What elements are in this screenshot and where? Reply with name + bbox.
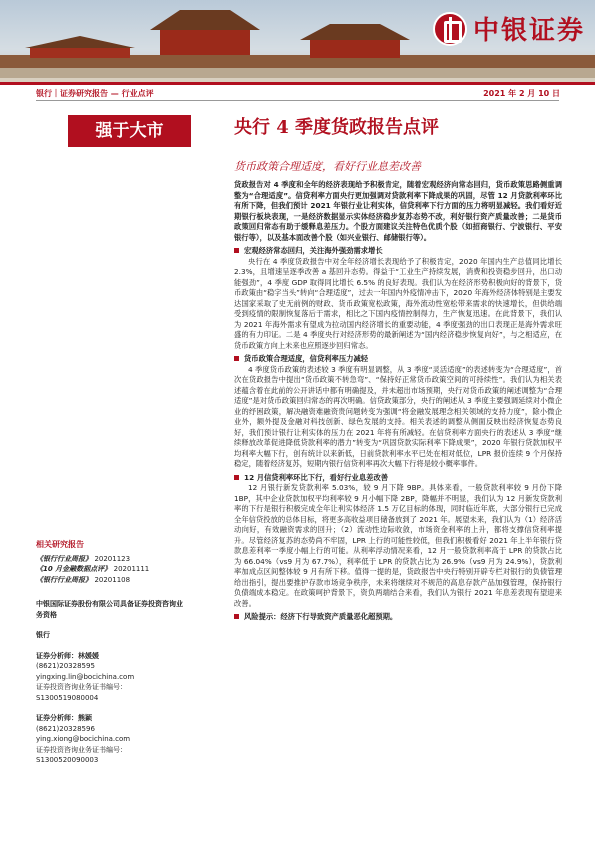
report-body bbox=[234, 180, 562, 623]
bullet-heading: 货币政策合理适度，信贷利率压力减轻 bbox=[234, 354, 562, 365]
bullet-body: 央行在 4 季度货政报告中对全年经济增长表现给予了积极肯定，2020 年国内生产总值同比增长 2.3%，且增速呈逐季改善 a 基回升态势。得益于“工业生产持续发展，消费和投资稳步回升，出口动能强劲”，4 季度 GDP 取得同比增长 6.5% 的良好表现。我们认为在经济形势积极向好的背景下，货币政策由“稳字当头”转向“合理适度”，过去一年国内外疫情冲击下，2020 年海外经济体特别是主要发达国家采取了史无前例的财政、货币政策宽松政策，海外流动性宽松带来需求的快速增长，但供给端受到疫情的限制恢复落后于需求，相比之下国内疫情控制得力，生产恢复迅速。在此背景下，我们认为 2021 年海外需求有望成为拉动国内经济增长的重要动能，4 季度强劲的出口表现正是海外需求旺盛的有力印证。二是 4 季度央行对经济形势的最新阐述为“国内经济稳步恢复向好”，与之相适应，在货币政策方向上未来也应照逐步回归常态。 bbox=[234, 256, 562, 350]
divider bbox=[36, 100, 559, 101]
brand-logo bbox=[433, 10, 585, 47]
related-report-title: 《银行行业周报》 bbox=[36, 575, 92, 584]
sub-header bbox=[0, 85, 595, 100]
related-report[interactable] bbox=[36, 575, 184, 586]
company-statement: 中银国际证券股份有限公司具备证券投资咨询业务资格 bbox=[36, 600, 183, 619]
analyst-role: 证券分析师： bbox=[36, 651, 78, 660]
breadcrumb: 银行｜证券研究报告 — 行业点评 bbox=[36, 89, 154, 98]
report-date: 2021 年 2 月 10 日 bbox=[483, 89, 560, 98]
analyst-role: 证券分析师： bbox=[36, 714, 78, 722]
related-report-date: 20201123 bbox=[94, 554, 131, 563]
related-report-date: 20201111 bbox=[113, 565, 150, 573]
related-report[interactable] bbox=[36, 564, 184, 575]
risk-warning: 风险提示：经济下行导致资产质量恶化超预期。 bbox=[234, 612, 562, 623]
rating-badge: 强于大市 bbox=[68, 115, 191, 147]
analyst-phone: (8621)20328596 bbox=[36, 724, 95, 733]
related-report-title: 《10 月金融数据点评》 bbox=[36, 565, 112, 573]
analyst-email[interactable]: ying.xiong@bocichina.com bbox=[36, 735, 131, 743]
related-report-date: 20201108 bbox=[94, 575, 131, 584]
related-report-title: 《银行行业周报》 bbox=[36, 554, 92, 563]
analyst-card bbox=[36, 713, 184, 766]
analyst-name: 熊颖 bbox=[78, 714, 92, 722]
analyst-license: 证券投资咨询业务证书编号：S1300520090003 bbox=[36, 745, 127, 764]
sector-label: 银行 bbox=[36, 631, 50, 639]
related-reports-heading: 相关研究报告 bbox=[36, 540, 84, 549]
bullet-body: 12 月银行新发贷款利率 5.03%，较 9 月下降 9BP。具体来看，一般贷款利率较 9 月份下降 1BP，其中企业贷款加权平均利率较 9 月小幅下降 2BP，降幅并不明显，我们认为 12 月新发贷款利率的下行是银行积极完成全年让利实体经济 1.5 万亿目标的体现，同时临近年底，大部分银行已完成全年信贷投放的总体目标，将更多高收益项目储备放到了 2021 年。展望未来，我们认为（1）经济活动向好，有效融资需求的回升；（2）流动性边际收敛，市场资金利率的上升，都将支撑信贷利率提升。尽管经济复苏的态势尚不牢固，LPR 上行的可能性较低，但我们积极看好 2021 年上半年银行贷款息差利率一季度小幅上行的可能。从利率浮动情况来看，12 月一般贷款利率高于 LPR 的贷款占比为 66.04%（vs9 月为 67.7%），利率低于 LPR 的贷款占比为 26.9%（vs9 月为 24.9%），贷款利率加成点区间整体较 9 月有所下移。值得一提的是，货政报告中央行特别开辟专栏对银行的负债管理给出指引，提出要推护存款市场竞争秩序，未来将继续对不规范的高息存款产品加强管理，保持银行负债端成本稳定。在政策呵护背景下，资负两端结合来看，我们认为银行 2021 年息差表现有望迎来改善。 bbox=[234, 483, 562, 608]
bullet-body: 4 季度货币政策的表述较 3 季度有明显调整，从 3 季度“灵活适度”的表述转变为“合理适度”，首次在货政报告中提出“货币政策不转急弯”、“保持好正常货币政策空间的可持续性”。我们认为相关表述蕴含着在此前的公开讲话中都有明确提及，并未超出市场预期，央行对货币政策的阐述调整为“合理适度”是对货币政策回归常态的再次明确。信贷政策部分，央行的阐述从 3 季度主要强调延续对小微企业的纾困政策，解决融资难融资贵问题转变为强调“将金融发展理念相关领域的支持力度”，除小微企业外，额外提及金融对科技创新、绿色发展的支持。相关表述的调整从侧面反映出经济恢复态势良好，我们预计银行让利实体的压力在 2021 年将有所减轻。在信贷利率方面央行的表述从 3 季度“继续释放改革促进降低贷款利率的潜力”转变为“巩固贷款实际利率下降成果”，2020 年银行贷款加权平均利率大幅下行，创有统计以来新低，日前贷款利率水平已处在相对低位，LPR 报价连续 9 个月保持稳定，随着经济复苏，短期内银行信贷利率再次大幅下行将是较小概率事件。 bbox=[234, 364, 562, 468]
analyst-license: 证券投资咨询业务证书编号：S1300519080004 bbox=[36, 683, 127, 702]
related-report[interactable] bbox=[36, 554, 184, 565]
header-banner bbox=[0, 0, 595, 82]
brand-name: 中银证券 bbox=[472, 16, 585, 46]
page-subtitle: 货币政策合理适度，看好行业息差改善 bbox=[234, 160, 421, 173]
page-title: 央行 4 季度货政报告点评 bbox=[234, 117, 440, 138]
summary-paragraph: 货政报告对 4 季度和全年的经济表现给予积极肯定，随着宏观经济向常态回归，货币政策思路侧重调整为“合理适度”。信贷利率方面央行更加强调对贷款利率下降成果的巩固，尽管 12 月贷款利率环比有所下降，但我们预计 2021 年银行业让利实体，信贷利率下行方面的压力将明显减轻。我们看好近期银行板块表现，一是经济数据显示实体经济稳步复苏态势不改，利好银行资产质量改善；二是货币政策回归常态有助于缓释息差压力。个股方面建议关注特色优质个股（如招商银行、宁波银行、平安银行等），以及基本面改善个股（如兴业银行、邮储银行等）。 bbox=[234, 180, 562, 242]
analyst-phone: (8621)20328595 bbox=[36, 662, 95, 670]
bank-logo-icon bbox=[433, 12, 467, 46]
bullet-heading: 12 月信贷利率环比下行，看好行业息差改善 bbox=[234, 473, 562, 484]
analyst-email[interactable]: yingxing.lin@bocichina.com bbox=[36, 672, 135, 681]
analyst-card bbox=[36, 651, 184, 704]
sidebar bbox=[36, 540, 184, 766]
analyst-name: 林媛媛 bbox=[78, 651, 99, 660]
bullet-heading: 宏观经济常态回归，关注海外强劲需求增长 bbox=[234, 246, 562, 257]
